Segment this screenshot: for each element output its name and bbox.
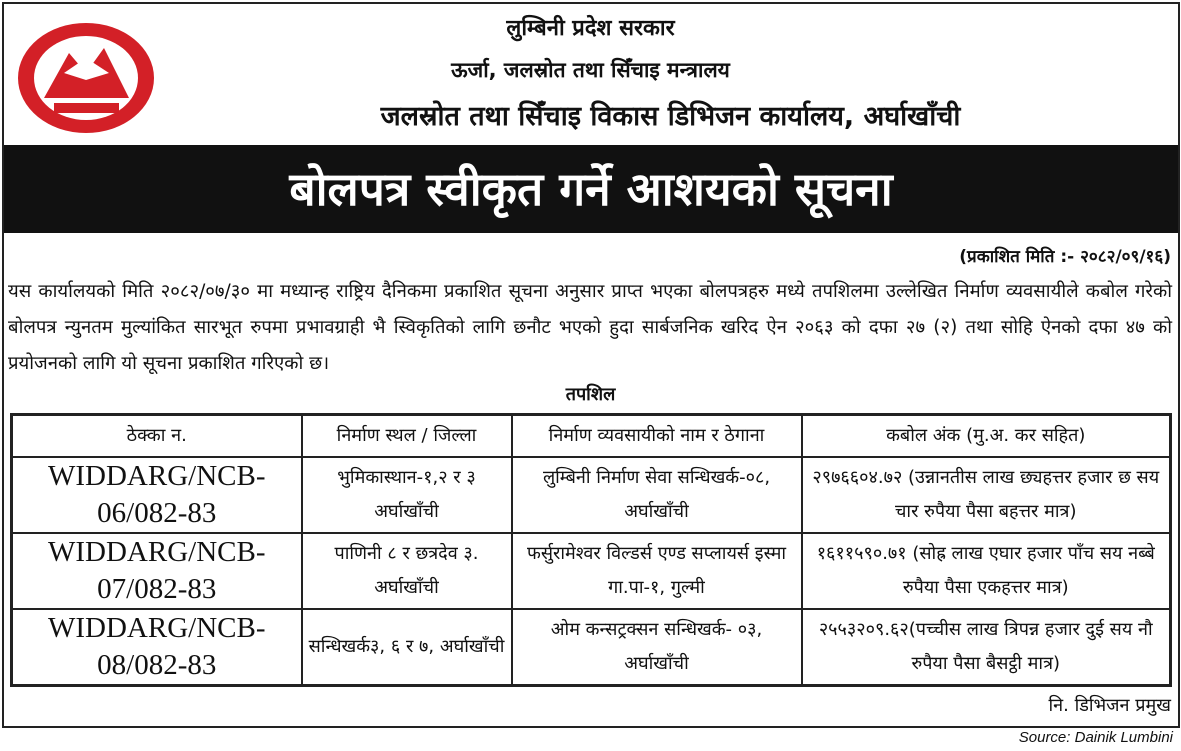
contractor: फर्सुरामेश्वर विल्डर्स एण्ड सप्लायर्स इस्मा गा.पा-१, गुल्मी (512, 533, 802, 609)
col-contractor: निर्माण व्यवसायीको नाम र ठेगाना (512, 415, 802, 458)
published-date: (प्रकाशित मिति :- २०८२/०९/१६) (959, 247, 1171, 267)
bid-amount: १६११५९०.७१ (सोह्र लाख एघार हजार पाँच सय नब्बे रुपैया पैसा एकहत्तर मात्र) (802, 533, 1171, 609)
site-district: सन्धिखर्क३, ६ र ७, अर्घाखाँची (302, 609, 512, 686)
table-row (12, 609, 1171, 686)
table-header-row (12, 415, 1171, 458)
notice-title-banner: बोलपत्र स्वीकृत गर्ने आशयको सूचना (4, 145, 1178, 233)
header-ministry: ऊर्जा, जलस्रोत तथा सिँचाइ मन्त्रालय (451, 58, 730, 82)
contract-no: WIDDARG/NCB-07/082-83 (12, 533, 302, 609)
contractor: ओम कन्सट्रक्सन सन्धिखर्क- ०३, अर्घाखाँची (512, 609, 802, 686)
bid-amount: २९७६६०४.७२ (उन्नानतीस लाख छ्यहत्तर हजार छ सय चार रुपैया पैसा बहत्तर मात्र) (802, 457, 1171, 533)
header-province: लुम्बिनी प्रदेश सरकार (506, 16, 675, 41)
bid-amount: २५५३२०९.६२(पच्चीस लाख त्रिपन्न हजार दुई सय नौ रुपैया पैसा बैसट्ठी मात्र) (802, 609, 1171, 686)
col-site-district: निर्माण स्थल / जिल्ला (302, 415, 512, 458)
table-row (12, 533, 1171, 609)
source-credit: Source: Dainik Lumbini (1018, 729, 1173, 746)
header-office: जलस्रोत तथा सिँचाइ विकास डिभिजन कार्यालय, अर्घाखाँची (380, 101, 961, 132)
site-district: भुमिकास्थान-१,२ र ३ अर्घाखाँची (302, 457, 512, 533)
col-bid-amount: कबोल अंक (मु.अ. कर सहित) (802, 415, 1171, 458)
details-table (10, 413, 1172, 687)
table-row (12, 457, 1171, 533)
contract-no: WIDDARG/NCB-06/082-83 (12, 457, 302, 533)
site-district: पाणिनी ८ र छत्रदेव ३. अर्घाखाँची (302, 533, 512, 609)
notice-paragraph: यस कार्यालयको मिति २०८२/०७/३० मा मध्यान्ह राष्ट्रिय दैनिकमा प्रकाशित सूचना अनुसार प्राप्त भएका बोलपत्रहरु मध्ये तपशिलमा उल्लेखित निर्माण व्यवसायीले कबोल गरेको बोलपत्र न्युनतम मुल्यांकित सारभूत रुपमा प्रभावग्राही भै स्विकृतिको लागि छनौट भएको हुदा सार्बजनिक खरिद ऐन २०६३ को दफा २७ (२) तथा सोहि ऐनको दफा ४७ को प्रयोजनको लागि यो सूचना प्रकाशित गरिएको छ। (8, 281, 1172, 374)
contractor: लुम्बिनी निर्माण सेवा सन्धिखर्क-०८, अर्घाखाँची (512, 457, 802, 533)
table-title: तपशिल (565, 384, 616, 405)
contract-no: WIDDARG/NCB-08/082-83 (12, 609, 302, 686)
signature-title: नि. डिभिजन प्रमुख (1048, 695, 1171, 716)
col-contract-no: ठेक्का न. (12, 415, 302, 458)
